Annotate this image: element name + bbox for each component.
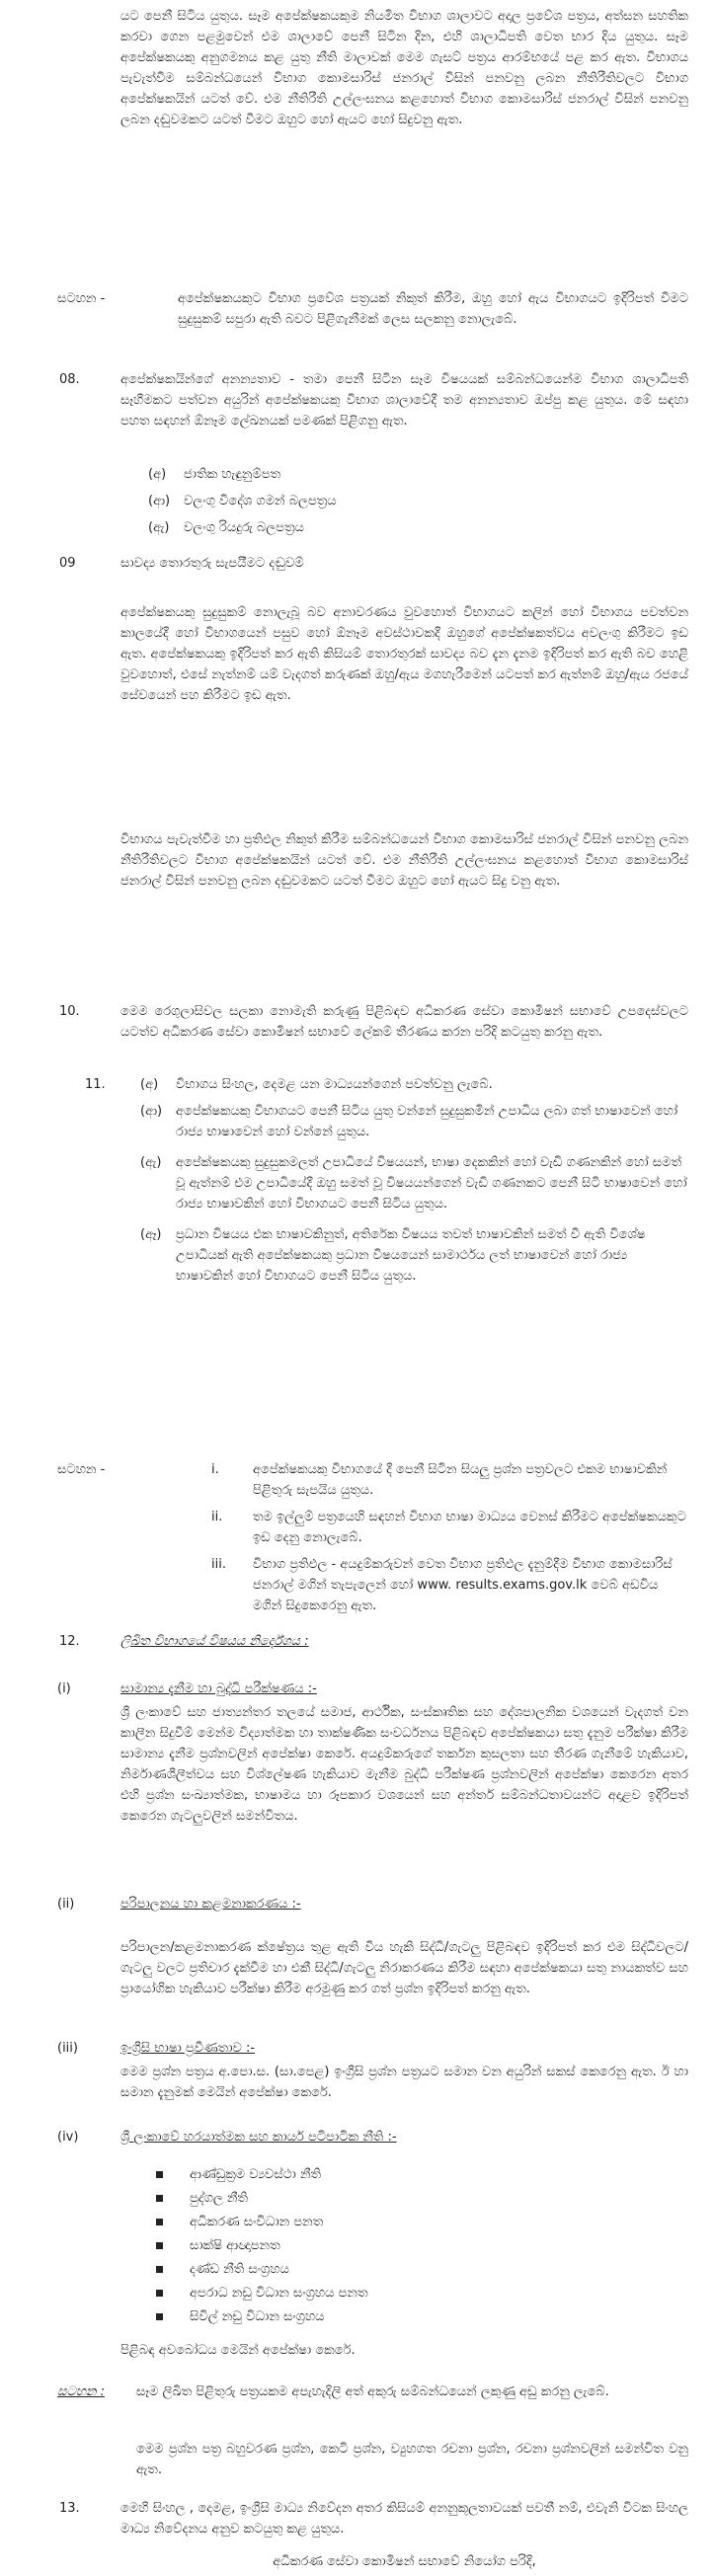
section-number-10: 10. <box>59 1004 80 1019</box>
part-ii-title: පරිපාලනය හා කළමනාකරණය :- <box>120 1897 301 1912</box>
bullet-square-icon <box>156 2219 163 2225</box>
note-label: සටහන - <box>57 1462 106 1477</box>
signoff-line: අධිකරණ සේවා කොමිෂන් සභාවේ නියෝග පරිදි, <box>273 2554 536 2569</box>
note-text: සෑම ලිඛිත පිළිතුරු පත්‍රයකම අපැහැදිලි අත් අකුරු සම්බන්ධයෙන් ලකුණු අඩු කරනු ලැබේ. <box>136 2384 609 2399</box>
section-12-title: ලිඛිත විභාගයේ විෂයය නිර්දේශය : <box>120 1634 309 1649</box>
list-item: සිවිල් නඩු විධාන සංග්‍රහය <box>148 2306 681 2327</box>
list-item: (ඇ) අපේක්ෂකයකු සුදුසුකමලත් උපාධියේ විෂයයන්, භාෂා දෙකකින් හෝ වැඩි ගණනකින් හෝ සමත් වූ ඇත්නම් එම උපාධියේදී ඔහු සමත් වූ විෂයයන්ගෙන් වැඩි ගණනකට පෙනී සිටි භාෂාවෙන් හෝ රාජ්‍ය භාෂාවකින් හෝ විභාගයට පෙනී සිටිය යුතුය. <box>140 1155 687 1211</box>
bullet-square-icon <box>156 2266 163 2273</box>
part-marker-iv: (iv) <box>57 2130 79 2145</box>
part-iii-text: මෙම ප්‍රශ්න පත්‍රය අ.පො.ස. (සා.පෙළ) ඉංග්‍රීසි ප්‍රශ්න පත්‍රයට සමාන වන අයුරින් සකස් කෙරෙනු ඇත. ඊ හා සමාන දැනුමක් මෙයින් අපේක්ෂා කෙරේ. <box>120 2065 688 2100</box>
list-item: (ඇ) වලංගු රියදුරු බලපත්‍රය <box>148 520 304 535</box>
note-label: සටහන : <box>57 2384 105 2399</box>
part-i-text: ශ්‍රී ලංකාවේ සහ ජාත්‍යන්තර තලයේ සමාජ, ආර්ථික, සංස්කෘතික සහ දේශපාලනික වශයෙන් වැදගත් වන කාලීන සිදුවීම් මෙන්ම විද්‍යාත්මක හා තාක්ෂණික සංවර්ධනය පිළිබඳව අපේක්ෂකයා සතු දැනුම පරීක්ෂා කිරීම සාමාන්‍ය දැනීම ප්‍රශ්නවලින් අපේක්ෂා කෙරේ. අයදුම්කරුගේ තර්කන කුසලතා සහ තීරණ ගැනීමේ හැකියාව, නිර්මාණශීලීත්වය සහ විශ්ලේෂණ හැකියාව මැනීම බුද්ධි පරීක්ෂණ ප්‍රශ්නවලින් අපේක්ෂා කෙරෙන අතර එහි ප්‍රශ්න සංඛ්‍යාත්මක, භාෂාමය හා රූපකාර වශයෙන් සහ අන්තර් සම්බන්ධතාවයන්ට අදාළව ඉදිරිපත් කෙරෙන ගැටලුවලින් සමන්විතය. <box>120 1705 688 1824</box>
section-number-11: 11. <box>85 1077 106 1092</box>
list-item: ආණ්ඩුක්‍රම ව්‍යවස්ථා නීති <box>148 2164 681 2185</box>
section-number-13: 13. <box>59 2501 80 2516</box>
list-item: (ඈ) ප්‍රධාන විෂයය එක භාෂාවකිනුත්, අතිරේක විෂයය තවත් භාෂාවකින් සමත් වී ඇති විශේෂ උපාධියක් ඇති අපේක්ෂකයකු ප්‍රධාන විෂයයෙන් සාමාර්ථය ලත් භාෂාවෙන් හෝ රාජ්‍ය භාෂාවකින් හෝ විභාගයට පෙනී සිටිය යුතුය. <box>140 1227 646 1284</box>
part-marker-ii: (ii) <box>57 1897 75 1912</box>
bullet-square-icon <box>156 2242 163 2249</box>
list-item: ii. තම ඉල්ලුම් පත්‍රයෙහි සඳහන් විභාග භාෂා මාධ්‍යය වෙනස් කිරීමට අපේක්ෂකයකුට ඉඩ දෙනු නොලැබේ. <box>211 1510 686 1545</box>
section-09-paragraph-2: විභාගය පැවැත්වීම හා ප්‍රතිඵල නිකුත් කිරීම සම්බන්ධයෙන් විභාග කොමසාරිස් ජනරාල් විසින් පනවනු ලබන නීතිරීතිවලට විභාග අපේක්ෂකයින් යටත් වේ. එම නීතිරීති උල්ලංඝනය කළහොත් විභාග කොමසාරිස් ජනරාල් විසින් පනවනු ලබන දඬුවමකට යටත් වීමට ඔහුට හෝ ඇයට සිදු වනු ඇත. <box>120 832 688 889</box>
note-label: සටහන - <box>57 291 106 306</box>
bullet-square-icon <box>156 2313 163 2320</box>
id-document-list <box>148 464 681 544</box>
continuation-paragraph: යට පෙනී සිටිය යුතුය. සෑම අපේක්ෂකයකුම නියමිත විභාග ශාලාවට අදාල ප්‍රවේශ පත්‍රය, අත්සන සහතික කරවා ගෙන පළමුවෙන් එම ශාලාවේ පෙනී සිටින දින, එහි ශාලාධිපති වෙත භාර දිය යුතුය. සෑම අපේක්ෂකයකු අනුගමනය කළ යුතු නීති මාලාවක් මෙම ගැසට් පත්‍රය ආරම්භයේ පළ කර ඇත. විභාගය පැවැත්වීම සම්බන්ධයෙන් විභාග කොමසාරිස් ජනරාල් විසින් පනවනු ලබන නීතිරීතිවලට විභාග අපේක්ෂකයින් යටත් වේ. එම නීතිරීති උල්ලංඝනය කළහොත් විභාග කොමසාරිස් ජනරාල් විසින් පනවනු ලබන දඬුවමකට යටත් වීමට ඔහුට හෝ ඇයට හෝ සිදුවනු ඇත. <box>120 9 688 127</box>
section-09-paragraph-1: අපේක්ෂකයකු සුදුසුකම් නොලැබූ බව අනාවරණය වුවහොත් විභාගයට කලින් හෝ විභාගය පවත්වන කාලයේදී හෝ විභාගයෙන් පසුව හෝ ඕනෑම අවස්ථාවකදී ඔහුගේ අපේක්ෂකත්වය අවලංගු කිරීමට ඉඩ ඇත. අපේක්ෂකයකු ඉදිරිපත් කර ඇති කිසියම් තොරතුරක් සාවද්‍ය බව දැන දැනම ඉදිරිපත් කර ඇති බව හෙළි වුවහොත්, එසේ නැත්නම් යම් වැදගත් කරුණක් ඔහු/ඇය මගහැරීමෙන් යටපත් කර ඇත්නම් ඔහු/ඇය රජයේ සේවයෙන් පහ කිරීමට ඉඩ ඇත. <box>120 605 688 703</box>
note-text-2: මෙම ප්‍රශ්න පත්‍ර බහුවරණ ප්‍රශ්න, කෙටි ප්‍රශ්න, ව්‍යුහගත රචනා ප්‍රශ්න, රචනා ප්‍රශ්නවලින් සමන්විත වනු ඇත. <box>136 2442 688 2477</box>
section-number-12: 12. <box>59 1634 80 1649</box>
section-number-08: 08. <box>59 372 80 387</box>
section-09-title: සාවද්‍ය තොරතුරු සැපයීමට දඬුවම් <box>120 556 304 571</box>
bullet-square-icon <box>156 2195 163 2202</box>
laws-footer: පිළිබඳ අවබෝධය මෙයින් අපේක්ෂා කෙරේ. <box>120 2343 356 2358</box>
list-item: අපරාධ නඩු විධාන සංග්‍රහය පනත <box>148 2283 681 2303</box>
part-marker-i: (i) <box>57 1681 71 1696</box>
bullet-square-icon <box>156 2171 163 2178</box>
medium-notes-list <box>211 1459 688 1622</box>
part-iv-title: ශ්‍රී ලංකාවේ හරයාත්මක සහ කාර්ය පටිපාටික නීති :- <box>120 2130 397 2145</box>
list-item: දණ්ඩ නීති සංග්‍රහය <box>148 2259 681 2280</box>
list-item: iii. විභාග ප්‍රතිඵල - අයදුම්කරුවන් වෙත විභාග ප්‍රතිඵල දැනුම්දීම විභාග කොමසාරිස් ජනරාල් මගින් තැපැලෙන් හෝ www. results.exams.gov.lk වෙබ් අඩවිය මගින් සිදුකෙරෙනු ඇත. <box>211 1557 673 1613</box>
medium-rules-list <box>140 1074 688 1292</box>
section-number-09: 09 <box>59 556 76 571</box>
part-marker-iii: (iii) <box>57 2041 78 2056</box>
laws-bullet-list <box>148 2164 681 2330</box>
list-item: පුද්ගල නීති <box>148 2188 681 2209</box>
list-item: සාක්ෂි ආඥාපනත <box>148 2235 681 2256</box>
list-item: (ආ) අපේක්ෂකයකු විභාගයට පෙනී සිටිය යුතු වන්නේ සුදුසුකමින් උපාධිය ලබා ගත් භාෂාවෙන් හෝ රාජ්‍ය භාෂාවෙන් හෝ වන්නේ යුතුය. <box>140 1104 678 1139</box>
list-item: අධිකරණ සංවිධාන පනත <box>148 2212 681 2232</box>
list-item: (අ) ජාතික හැඳුනුම්පත <box>148 467 281 482</box>
section-08-text: අපේක්ෂකයින්ගේ අනන්‍යතාව - තමා පෙනී සිටින සෑම විෂයයක් සම්බන්ධයෙන්ම විභාග ශාලාධිපති සෑහීමකට පත්වන අයුරින් අපේක්ෂකයකු විභාග ශාලාවේදී තම අනන්‍යතාව ඔප්පු කළ යුතුය. මේ සඳහා පහත සඳහන් ඕනෑම ලේඛනයක් පමණක් පිළිගනු ඇත. <box>120 372 688 429</box>
note-text: අපේක්ෂකයකුට විභාග ප්‍රවේශ පත්‍රයක් නිකුත් කිරීම, ඔහු හෝ ඇය විභාගයට ඉදිරිපත් වීමට සුදුසුකම් සපුරා ඇති බවට පිළිගැනීමක් ලෙස සලකනු නොලැබේ. <box>178 291 688 327</box>
part-iii-title: ඉංග්‍රීසි භාෂා ප්‍රවීණතාව :- <box>120 2041 256 2056</box>
part-ii-text: පරිපාලන/කළමනාකරණ ක්ෂේත්‍රය තුළ ඇති විය හැකි සිද්ධි/ගැටලු පිළිබඳව ඉදිරිපත් කර එම සිද්ධිවලට/ගැටලු වලට ප්‍රතිචාර දැක්වීම හා එකී සිද්ධි/ගැටලු නිරාකරණය කිරීම සඳහා අපේක්ෂකයා සතු නායකත්ව සහ ප්‍රායෝගික හැකියාව පරීක්ෂා කිරීම අරමුණු කර ගත් ප්‍රශ්න ඉදිරිපත් කරනු ඇත. <box>120 1940 688 1996</box>
list-item: i. අපේක්ෂකයකු විභාගයේ දී පෙනී සිටින සියලු ප්‍රශ්න පත්‍රවලට එකම භාෂාවකින් පිළිතුරු සැපයිය යුතුය. <box>211 1462 668 1498</box>
list-item: (අ) විභාගය සිංහල, දෙමළ යන මාධ්‍යයන්ගෙන් පවත්වනු ලැබේ. <box>140 1077 493 1092</box>
section-13-text: මෙහි සිංහල , දෙමළ, ඉංග්‍රීසි මාධ්‍ය නිවේදන අතර කිසියම් අනනුකූලතාවයක් පවතී නම්, එවැනි විටක සිංහල මාධ්‍ය නිවේදනය අනුව කටයුතු කළ යුතුය. <box>120 2501 688 2537</box>
list-item: (ආ) වලංගු විදේශ ගමන් බලපත්‍රය <box>148 494 337 508</box>
section-10-text: මෙම රෙගුලාසිවල සලකා නොමැති කරුණු පිළිබඳව අධිකරණ සේවා කොමිෂන් සභාවේ උපදෙස්වලට යටත්ව අධිකරණ සේවා කොමිෂන් සභාවේ ලේකම් තීරණය කරන පරිදි කටයුතු කරනු ඇත. <box>120 1004 688 1040</box>
bullet-square-icon <box>156 2290 163 2297</box>
part-i-title: සාමාන්‍ය දැනීම හා බුද්ධි පරීක්ෂණය :- <box>120 1681 317 1696</box>
